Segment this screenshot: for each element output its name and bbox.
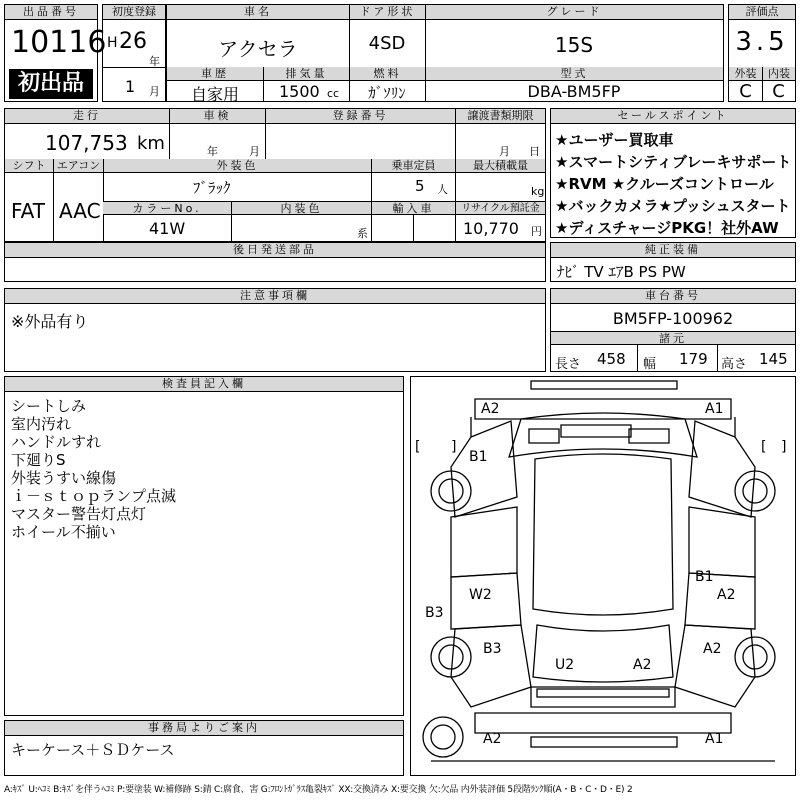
color-no: 41W — [149, 219, 186, 238]
details-box — [4, 108, 546, 242]
mark-left-rocker: B3 — [425, 605, 444, 621]
first-registration-label: 初度登録 — [103, 5, 165, 20]
lot-number-label: 出品番号 — [5, 5, 97, 20]
mark-front-left: A2 — [481, 401, 500, 417]
recycle-unit: 円 — [531, 225, 542, 238]
import-label: 輸入車 — [371, 201, 455, 215]
inspector-box — [4, 376, 404, 716]
notes-box — [4, 288, 546, 372]
grade: 15S — [554, 33, 594, 57]
ac: AAC — [59, 199, 101, 223]
lot-number: 10116 — [11, 25, 107, 60]
car-name: アクセラ — [218, 37, 298, 61]
inspector-note: マスター警告灯点灯 — [11, 505, 147, 523]
displacement: 1500 — [279, 82, 320, 101]
inspector-label: 検査員記入欄 — [5, 377, 403, 392]
mark-right-rear-door: A2 — [717, 587, 736, 603]
ext-color-label: 外装色 — [103, 159, 371, 173]
inspector-note: 外装うすい線傷 — [11, 469, 117, 487]
bracket-right-close: ] — [781, 439, 787, 455]
notes-label: 注意事項欄 — [5, 289, 545, 304]
width: 179 — [679, 350, 708, 368]
equipment-label: 純正装備 — [551, 243, 795, 258]
mark-front-right: A1 — [705, 401, 724, 417]
int-color-unit: 系 — [357, 227, 368, 240]
first-registration-box — [102, 4, 166, 102]
reg-number-label: 登録番号 — [265, 109, 455, 124]
car-diagram — [411, 377, 795, 775]
transfer-deadline-label: 譲渡書類期限 — [455, 109, 545, 124]
displacement-label: 排気量 — [263, 67, 349, 81]
height-label: 高さ — [721, 357, 748, 372]
mileage: 107,753 — [45, 131, 128, 155]
door-label: ドア形状 — [349, 5, 425, 20]
mileage-unit: km — [137, 133, 165, 154]
mark-trunk-left: U2 — [555, 657, 575, 673]
recycle-deposit: 10,770 — [463, 219, 519, 238]
door-type: 4SD — [368, 33, 406, 54]
mark-rear-right: A1 — [705, 731, 724, 747]
mark-right-front-door: B1 — [695, 569, 714, 585]
inspection-label: 車検 — [169, 109, 265, 124]
car-diagram-box — [410, 376, 796, 776]
vehicle-info-box — [166, 4, 724, 102]
exterior-label: 外装 — [729, 67, 762, 81]
sales-point: ★スマートシティブレーキサポート — [555, 153, 792, 171]
ac-label: エアコン — [53, 159, 103, 173]
sales-point: ★ディスチャージPKG！社外AW — [555, 219, 779, 237]
interior-grade: C — [772, 81, 785, 102]
recycle-label: リサイクル預託金 — [455, 201, 545, 215]
mark-right-rear-fender: A2 — [703, 641, 722, 657]
office-box — [4, 720, 404, 776]
notes: ※外品有り — [11, 312, 89, 331]
mark-left-rear-fender: B3 — [483, 641, 502, 657]
interior-label: 内装 — [762, 67, 795, 81]
capacity-unit: 人 — [437, 183, 448, 196]
inspection-month-unit: 月 — [249, 145, 260, 158]
chassis-label: 車台番号 — [551, 289, 795, 304]
max-load-label: 最大積載量 — [455, 159, 545, 173]
first-listing-badge: 初出品 — [9, 69, 93, 99]
bracket-right: [ — [761, 439, 767, 455]
mark-left-rear-door: W2 — [469, 587, 492, 603]
equipment: ﾅﾋﾞ TV ｴｱB PS PW — [557, 263, 686, 281]
inspector-note: ハンドルすれ — [11, 433, 102, 451]
score-label: 評価点 — [729, 5, 795, 20]
mark-trunk-right: A2 — [633, 657, 652, 673]
bracket-left-close: ] — [451, 439, 457, 455]
sales-point: ★ユーザー買取車 — [555, 131, 674, 149]
dims-label: 諸元 — [551, 331, 795, 345]
year-unit: 年 — [149, 55, 160, 68]
inspector-note: 室内汚れ — [11, 415, 72, 433]
sales-points-label: セールスポイント — [551, 109, 795, 124]
length-label: 長さ — [555, 357, 582, 372]
history-label: 車歴 — [167, 67, 263, 81]
car-name-label: 車名 — [167, 5, 349, 20]
equipment-box — [550, 242, 796, 282]
transfer-month-unit: 月 — [499, 145, 510, 158]
era-letter: H — [107, 35, 118, 51]
shift-label: シフト — [5, 159, 53, 173]
transfer-day-unit: 日 — [529, 145, 540, 158]
grade-label: グレード — [425, 5, 723, 20]
score-box — [728, 4, 796, 102]
shift: FAT — [11, 199, 46, 223]
registration-year: 26 — [119, 29, 147, 54]
color-no-label: カラーNo. — [103, 201, 231, 215]
mark-rear-left: A2 — [483, 731, 502, 747]
width-label: 幅 — [643, 357, 657, 372]
later-parts-box — [4, 242, 546, 282]
model-label: 型式 — [425, 67, 723, 81]
office-note: キーケース＋ＳＤケース — [11, 741, 175, 759]
month-unit: 月 — [149, 85, 160, 98]
chassis-number: BM5FP-100962 — [612, 309, 734, 328]
later-parts-label: 後日発送部品 — [5, 243, 545, 258]
office-label: 事務局よりご案内 — [5, 721, 403, 736]
mark-left-front-fender: B1 — [469, 449, 488, 465]
lot-number-box — [4, 4, 107, 102]
max-load-unit: kg — [531, 185, 545, 198]
fuel-label: 燃料 — [349, 67, 425, 81]
inspector-note: 下廻りS — [11, 451, 66, 469]
sales-points-box — [550, 108, 796, 238]
fuel: ｶﾞｿﾘﾝ — [368, 84, 406, 102]
sales-point: ★RVM ★クルーズコントロール — [555, 175, 774, 193]
sales-point: ★バックカメラ★プッシュスタート — [555, 197, 791, 215]
inspector-note: ｉ－ｓｔｏｐランプ点滅 — [11, 487, 177, 505]
bracket-left: [ — [415, 439, 421, 455]
capacity-label: 乗車定員 — [371, 159, 455, 173]
displacement-unit: cc — [327, 87, 340, 100]
length: 458 — [597, 350, 626, 368]
history: 自家用 — [190, 85, 239, 104]
height: 145 — [759, 350, 788, 368]
score: 3.5 — [735, 27, 789, 57]
inspection-year-unit: 年 — [207, 145, 218, 158]
int-color-label: 内装色 — [231, 201, 371, 215]
inspector-note: ホイール不揃い — [11, 523, 116, 541]
chassis-box — [550, 288, 796, 372]
registration-month: 1 — [125, 77, 136, 96]
legend: A:ｷｽﾞ U:ﾍｺﾐ B:ｷｽﾞを伴うﾍｺﾐ P:要塗装 W:補修跡 S:錆 C:腐食、害 G:ﾌﾛﾝﾄｶﾞﾗｽ亀裂ｷｽﾞ XX:交換済み X:要交換 欠:欠品 内外装評価 5段階ﾗﾝｸ順(A・B・C・D・E) 2 — [4, 785, 633, 795]
ext-color: ﾌﾞﾗｯｸ — [193, 179, 231, 197]
inspector-note: シートしみ — [11, 397, 87, 415]
mileage-label: 走行 — [5, 109, 169, 124]
model: DBA-BM5FP — [527, 82, 621, 101]
capacity: 5 — [415, 177, 425, 195]
exterior-grade: C — [739, 81, 752, 102]
